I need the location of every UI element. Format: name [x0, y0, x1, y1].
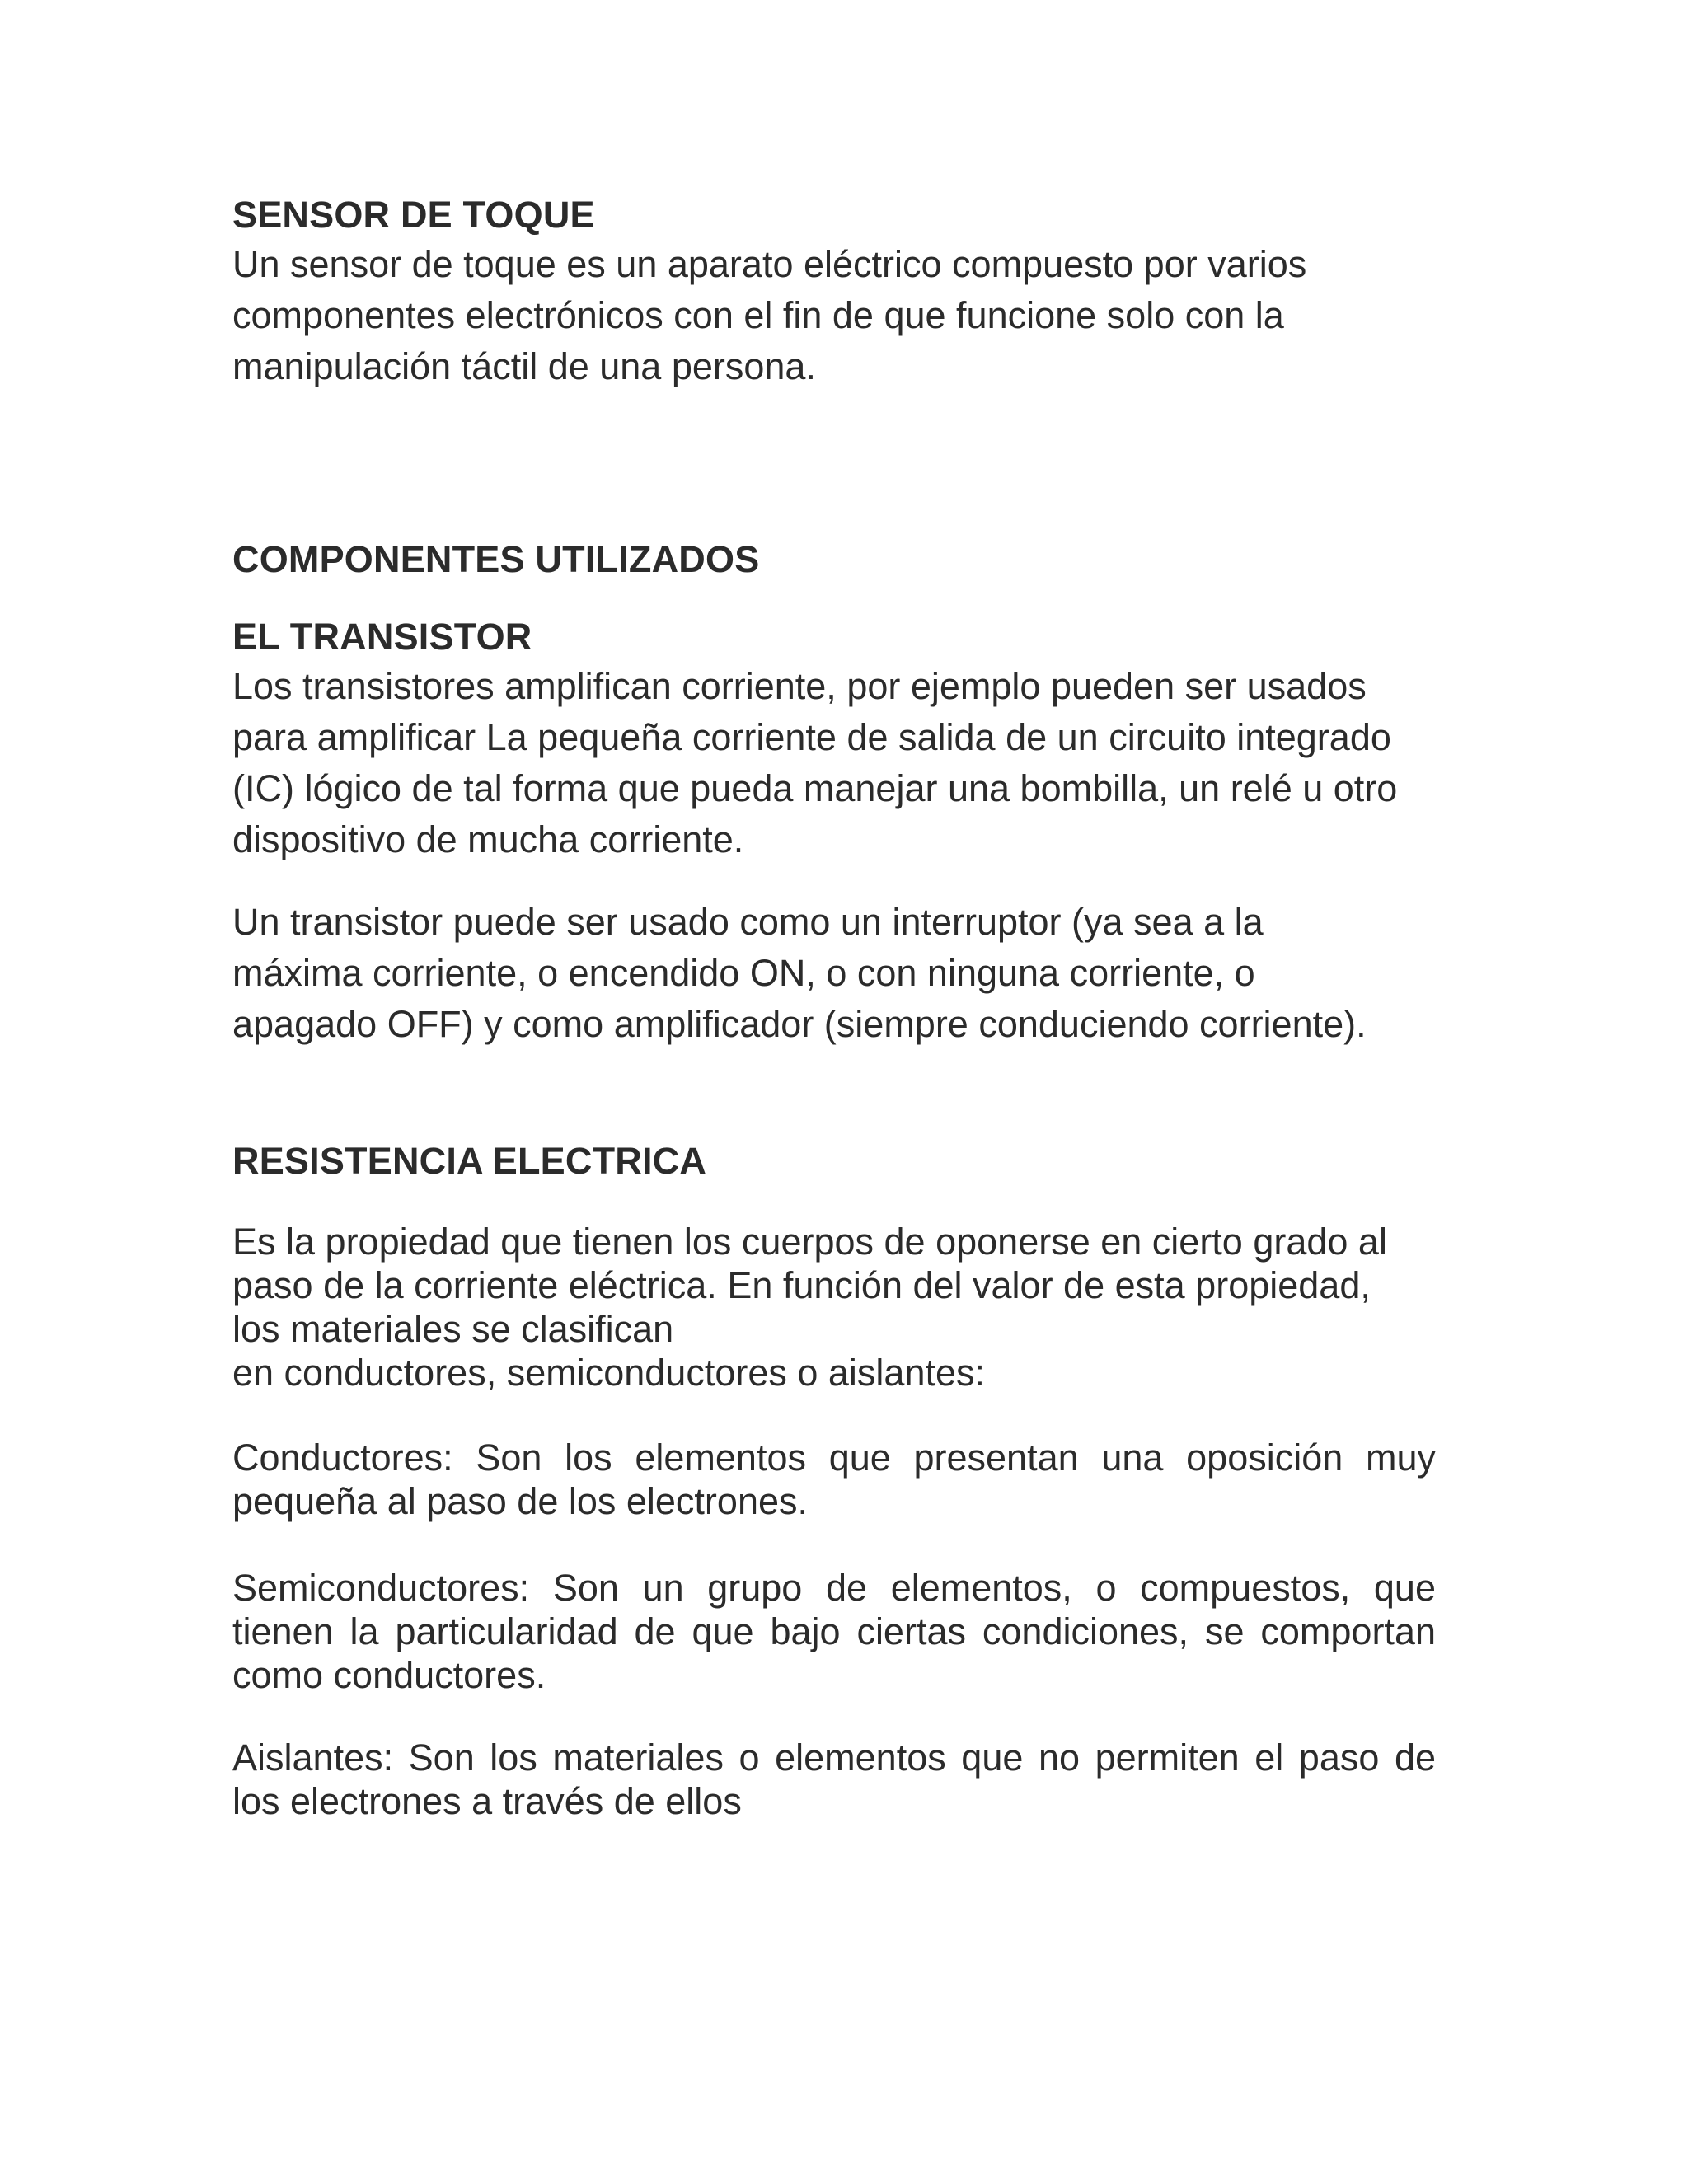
section-title-componentes-utilizados: COMPONENTES UTILIZADOS	[232, 538, 760, 580]
aislantes-definition: Aislantes: Son los materiales o elementos que no permiten el paso de los electrones a través de ellos	[232, 1736, 1436, 1822]
section-title-sensor-de-toque: SENSOR DE TOQUE	[232, 194, 595, 236]
conductores-definition: Conductores: Son los elementos que presentan una oposición muy pequeña al paso de los electrones.	[232, 1436, 1436, 1522]
semiconductores-definition: Semiconductores: Son un grupo de elementos, o compuestos, que tienen la particularidad de que bajo ciertas condiciones, se comportan como conductores.	[232, 1567, 1436, 1696]
transistor-paragraph-2: Un transistor puede ser usado como un interruptor (ya sea a la máxima corriente, o encendido ON, o con ninguna corriente, o apagado OFF) y como amplificador (siempre conduciendo corriente).	[232, 901, 1367, 1045]
sensor-de-toque-paragraph: Un sensor de toque es un aparato eléctrico compuesto por varios componentes electrónicos con el fin de que funcione solo con la manipulación táctil de una persona.	[232, 243, 1307, 387]
section-title-resistencia-electrica: RESISTENCIA ELECTRICA	[232, 1140, 707, 1182]
transistor-paragraph-1: Los transistores amplifican corriente, por ejemplo pueden ser usados para amplificar La pequeña corriente de salida de un circuito integrado (IC) lógico de tal forma que pueda manejar una bombilla, un relé u otro dispositivo de mucha corriente.	[232, 665, 1398, 860]
resistencia-paragraph-intro: Es la propiedad que tienen los cuerpos de oponerse en cierto grado al paso de la corriente eléctrica. En función del valor de esta propiedad, los materiales se clasifican en conductores, semiconductores o aislantes:	[232, 1221, 1387, 1394]
section-title-el-transistor: EL TRANSISTOR	[232, 616, 532, 658]
